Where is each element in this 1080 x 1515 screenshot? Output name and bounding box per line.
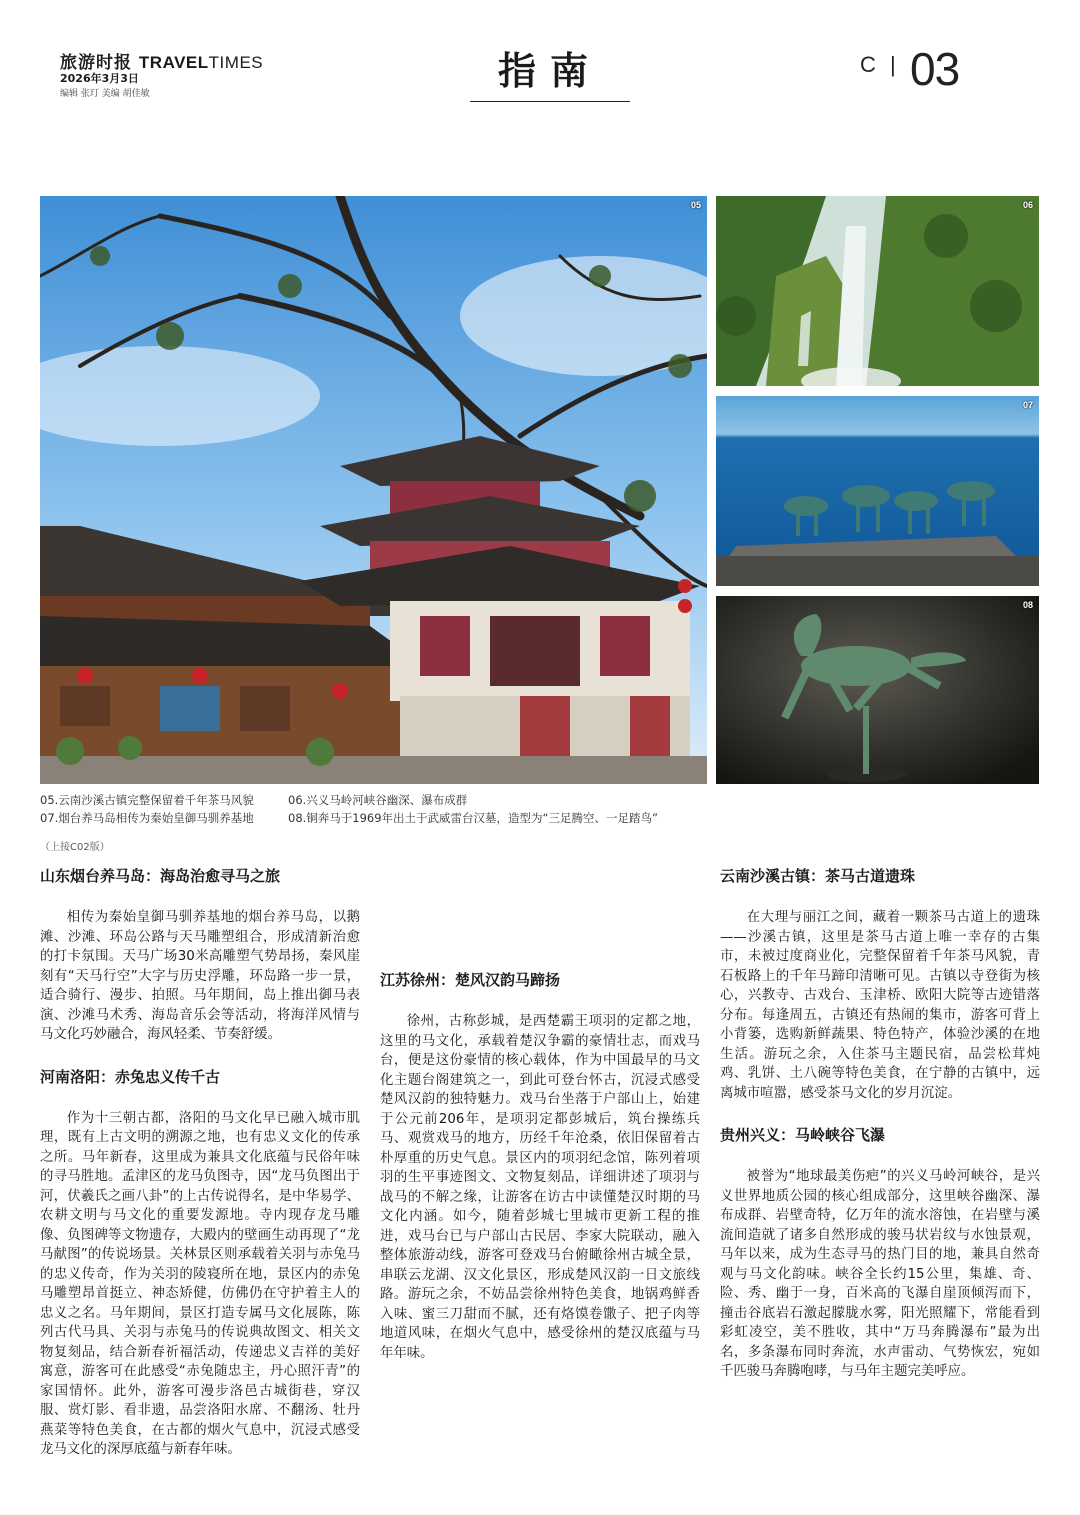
caption-07: 07.烟台养马岛相传为秦始皇御马驯养基地 xyxy=(40,811,254,825)
section-title: 指南 xyxy=(470,40,630,102)
editors-credit: 编辑 张玎 美编 胡佳敏 xyxy=(60,89,150,99)
photo-07-number: 07 xyxy=(1022,400,1033,410)
masthead-en xyxy=(139,53,263,72)
masthead-en-light: TIMES xyxy=(208,53,264,72)
continued-note: （上接C02版） xyxy=(40,842,110,853)
photo-05-number: 05 xyxy=(690,200,701,210)
column-1 xyxy=(40,866,360,1482)
article-xingyi-body: 被誉为“地球最美伤疤”的兴义马岭河峡谷，是兴义世界地质公园的核心组成部分，这里峡谷幽深、瀑布成群、岩壁奇特，亿万年的流水溶蚀，在岩壁与溪流间造就了诸多自然形成的骏马状岩纹与水蚀景观，马年以来，成为生态寻马的热门目的地，兼具自然奇观与马文化韵味。峡谷全长约15公里，集雄、奇、险、秀、幽于一身，百米高的飞瀑自崖顶倾泻而下，撞击谷底岩石激起朦胧水雾，阳光照耀下，常能看到彩虹凌空，美不胜收，其中“万马奔腾瀑布”最为出名，多条瀑布同时奔流，水声雷动、气势恢宏，宛如千匹骏马奔腾咆哮，与马年主题完美呼应。 xyxy=(720,1169,1040,1379)
photo-06-waterfall xyxy=(716,196,1039,386)
column-3 xyxy=(720,866,1040,1404)
photo-07-horse-sculptures xyxy=(716,396,1039,586)
photo-05-sandeng-tower xyxy=(40,196,707,784)
photo-08-number: 08 xyxy=(1022,600,1033,610)
page-section-letter: C | xyxy=(860,52,900,77)
article-luoyang-title: 河南洛阳：赤兔忠义传千古 xyxy=(40,1067,221,1086)
article-xuzhou-title: 江苏徐州：楚风汉韵马蹄扬 xyxy=(380,971,561,989)
caption-06: 06.兴义马岭河峡谷幽深、瀑布成群 xyxy=(288,793,468,807)
caption-08: 08.铜奔马于1969年出土于武威雷台汉墓，造型为“三足腾空、一足踏鸟” xyxy=(288,811,658,825)
article-shaxi-body: 在大理与丽江之间，藏着一颗茶马古道上的遗珠——沙溪古镇，这里是茶马古道上唯一幸存的古集市，未被过度商业化，完整保留着千年茶马风貌，青石板路上的千年马蹄印清晰可见。古镇以寺登街为核心，兴教寺、古戏台、玉津桥、欧阳大院等古迹错落分布。每逢周五，古镇还有热闹的集市，游客可背上小背篓，选购新鲜蔬果、特色特产，体验沙溪的在地生活。游玩之余，入住茶马主题民宿，品尝松茸炖鸡、乳饼、土八碗等特色美食，在宁静的古镇中，远离城市喧嚣，感受茶马文化的岁月沉淀。 xyxy=(720,910,1040,1101)
article-yantai-title: 山东烟台养马岛：海岛治愈寻马之旅 xyxy=(40,867,281,885)
caption-05: 05.云南沙溪古镇完整保留着千年茶马风貌 xyxy=(40,793,254,807)
masthead-en-bold: TRAVEL xyxy=(138,53,209,72)
article-yantai-body: 相传为秦始皇御马驯养基地的烟台养马岛，以鹅滩、沙滩、环岛公路与天马雕塑组合，形成清新治愈的打卡氛围。天马广场30米高雕塑气势昂扬，秦风崖刻有“天马行空”大字与历史浮雕，环岛路一步一景，适合骑行、漫步、拍照。马年期间，岛上推出御马表演、沙滩马术秀、海岛音乐会等活动，将海洋风情与马文化巧妙融合，海风轻柔、节奏舒缓。 xyxy=(40,910,360,1042)
article-xuzhou-body: 徐州，古称彭城，是西楚霸王项羽的定都之地，这里的马文化，承载着楚汉争霸的豪情壮志，而戏马台，便是这份豪情的核心载体，作为中国最早的马文化主题台阁建筑之一，到此可登台怀古，沉浸式感受楚风汉韵的独特魅力。戏马台坐落于户部山上，始建于公元前206年，是项羽定都彭城后，筑台操练兵马、观赏戏马的地方，历经千年沧桑，依旧保留着古朴厚重的历史气息。景区内的项羽纪念馆，陈列着项羽的生平事迹图文、文物复刻品，详细讲述了项羽与战马的不解之缘，让游客在访古中读懂楚汉时期的马文化内涵。如今，随着彭城七里城市更新工程的推进，戏马台已与户部山古民居、李家大院联动，融入整体旅游动线，游客可登戏马台俯瞰徐州古城全景，串联云龙湖、汉文化景区，形成楚风汉韵一日文旅线路。游玩之余，不妨品尝徐州特色美食，地锅鸡鲜香入味、蜜三刀甜而不腻，还有烙馍卷馓子、把子肉等地道风味，在烟火气息中，感受徐州的楚汉底蕴与马年年味。 xyxy=(380,1014,700,1361)
article-shaxi-title: 云南沙溪古镇：茶马古道遗珠 xyxy=(720,867,916,885)
photo-08-bronze-horse xyxy=(716,596,1039,784)
article-luoyang-body: 作为十三朝古都，洛阳的马文化早已融入城市肌理，既有上古文明的溯源之地，也有忠义文化的传承之所。马年新春，这里成为兼具文化底蕴与民俗年味的寻马胜地。孟津区的龙马负图寺，因“龙马负图出于河，伏羲氏之画八卦”的上古传说得名，是中华易学、农耕文明与马文化的重要发源地。寺内现存龙马雕像、负图碑等文物遗存，大殿内的壁画生动再现了“龙马献图”的传说场景。关林景区则承载着关羽与赤兔马的忠义传奇，作为关羽的陵寝所在地，景区内的赤兔马雕塑昂首挺立、神态矫健，仿佛仍在守护着主人的忠义之名。马年期间，景区打造专属马文化展陈，陈列古代马具、关羽与赤兔马的传说典故图文、相关文物复刻品，结合新春祈福活动，传递忠义吉祥的美好寓意，游客可在此感受“赤兔随忠主，丹心照汗青”的家国情怀。此外，游客可漫步洛邑古城街巷，穿汉服、赏灯影、看非遗，品尝洛阳水席、不翻汤、牡丹燕菜等特色美食，在古都的烟火气息中，沉浸式感受龙马文化的深厚底蕴与新春年味。 xyxy=(40,1110,360,1457)
issue-date: 2026年3月3日 xyxy=(60,72,139,85)
article-xingyi-title: 贵州兴义：马岭峡谷飞瀑 xyxy=(720,1126,886,1144)
photo-06-number: 06 xyxy=(1022,200,1033,210)
masthead-cn: 旅游时报 xyxy=(60,53,132,73)
page-number: 03 xyxy=(910,43,960,95)
column-2 xyxy=(380,970,700,1385)
